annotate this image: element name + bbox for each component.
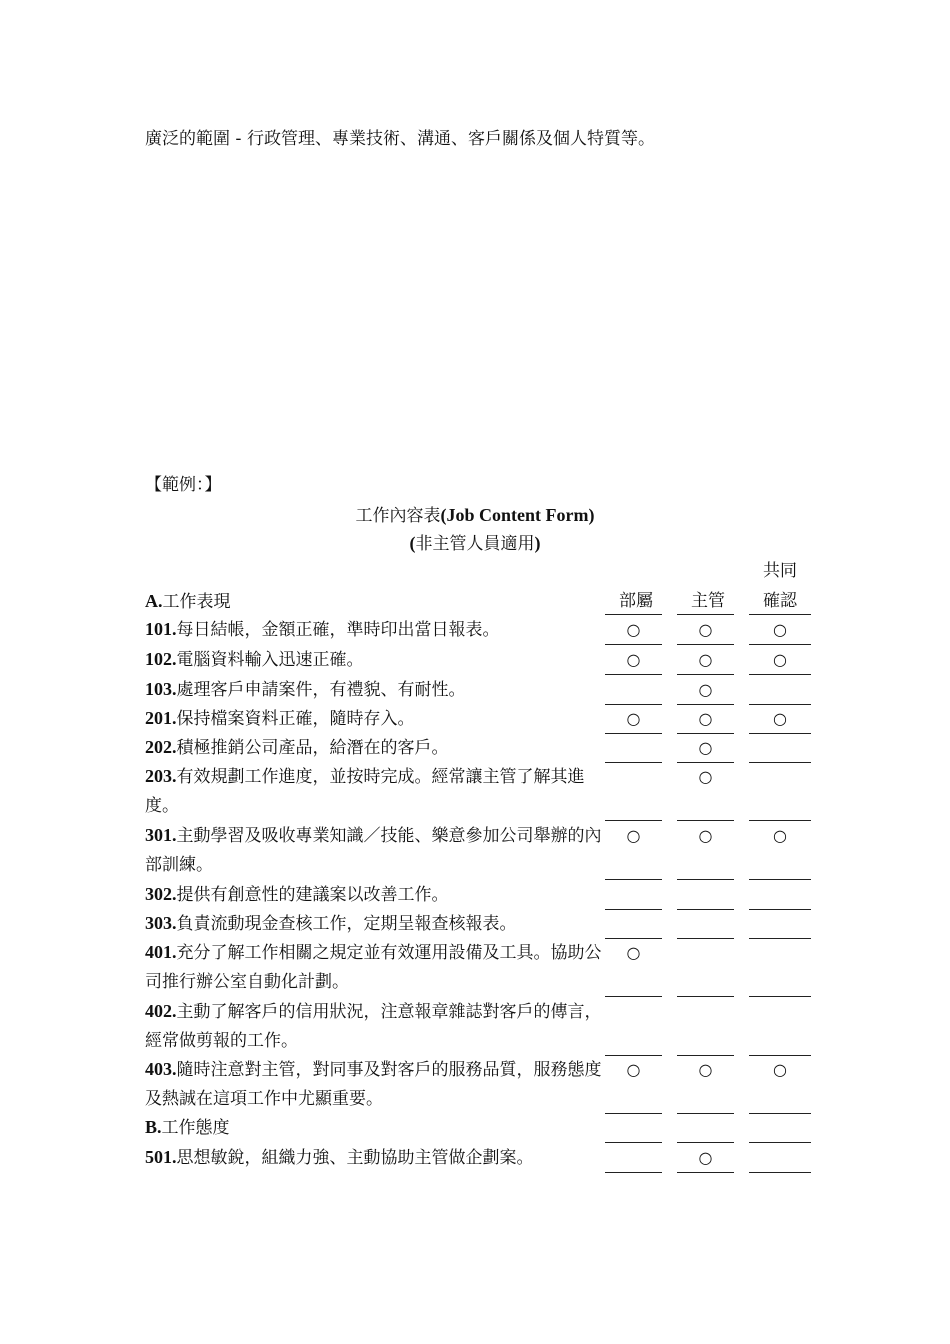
mark-circle: ○ — [773, 826, 787, 845]
table-row — [145, 938, 815, 996]
row-label — [145, 704, 603, 734]
row-code: 402. — [145, 1001, 177, 1021]
row-code: 203. — [145, 766, 177, 786]
column-supervisor: 主管 — [691, 591, 725, 611]
row-text: 積極推銷公司產品，給潛在的客戶。 — [176, 738, 449, 758]
form-title-en: (Job Content Form) — [440, 505, 595, 525]
mark-circle: ○ — [626, 943, 641, 962]
row-code: 302. — [145, 884, 177, 904]
row-text: 思想敏銳，組織力強、主動協助主管做企劃案。 — [176, 1148, 534, 1168]
subtitle-close-paren: ) — [534, 533, 541, 553]
table-row — [145, 909, 815, 938]
mark-circle: ○ — [626, 709, 641, 728]
mark-cell-joint — [749, 938, 811, 997]
row-code: 303. — [145, 913, 177, 933]
mark-circle: ○ — [698, 1060, 713, 1079]
mark-cell-joint — [749, 675, 811, 705]
mark-cell-joint — [749, 1055, 811, 1114]
table-row — [145, 880, 815, 909]
row-label — [145, 1143, 603, 1173]
mark-cell-joint — [749, 762, 811, 821]
mark-cell-supervisor — [677, 821, 734, 880]
mark-cell-supervisor — [677, 880, 734, 910]
mark-circle: ○ — [773, 650, 787, 669]
mark-cell-subordinate — [605, 821, 662, 880]
row-label — [145, 821, 603, 880]
table-row — [145, 762, 815, 820]
row-code: 102. — [145, 649, 177, 669]
row-code: 202. — [145, 737, 177, 757]
mark-cell-supervisor — [677, 645, 734, 675]
mark-circle: ○ — [626, 620, 641, 639]
mark-circle: ○ — [698, 738, 713, 757]
mark-cell-subordinate — [605, 997, 662, 1056]
row-code: 103. — [145, 679, 177, 699]
mark-cell-subordinate — [605, 762, 662, 821]
mark-circle: ○ — [773, 709, 787, 728]
intro-text: 廣泛的範圍 - 行政管理、專業技術、溝通、客戶關係及個人特質等。 — [145, 129, 655, 149]
row-text: 主動了解客戶的信用狀況，注意報章雜誌對客戶的傳言，經常做剪報的工作。 — [145, 1002, 602, 1051]
mark-circle: ○ — [626, 650, 641, 669]
row-text: 電腦資料輸入迅速正確。 — [176, 650, 364, 670]
form-subtitle — [0, 532, 950, 555]
row-label — [145, 909, 603, 939]
section-b-row — [145, 1113, 815, 1142]
section-b-label: 工作態度 — [161, 1118, 230, 1138]
row-code: 501. — [145, 1147, 177, 1167]
mark-cell-subordinate — [605, 704, 662, 734]
row-label — [145, 997, 603, 1056]
mark-circle: ○ — [698, 1148, 713, 1167]
mark-circle: ○ — [698, 680, 713, 699]
column-joint-line2: 確認 — [763, 591, 797, 611]
row-code: 201. — [145, 708, 177, 728]
row-text: 處理客戶申請案件，有禮貌、有耐性。 — [176, 680, 466, 700]
mark-cell-supervisor — [677, 704, 734, 734]
blank-cell-supervisor — [677, 1113, 734, 1143]
mark-circle: ○ — [698, 650, 713, 669]
mark-cell-supervisor — [677, 1055, 734, 1114]
row-code: 401. — [145, 942, 177, 962]
subtitle-text: 非主管人員適用 — [415, 534, 535, 554]
section-b-code: B. — [145, 1117, 162, 1137]
mark-cell-joint — [749, 733, 811, 763]
section-a-label: 工作表現 — [162, 592, 231, 612]
blank-cell-subordinate — [605, 1113, 662, 1143]
table-row — [145, 821, 815, 879]
mark-circle: ○ — [698, 709, 713, 728]
mark-cell-supervisor — [677, 1143, 734, 1173]
table-row — [145, 704, 815, 733]
mark-cell-joint — [749, 1143, 811, 1173]
mark-cell-joint — [749, 615, 811, 645]
row-text: 每日結帳，金額正確，準時印出當日報表。 — [176, 620, 500, 640]
mark-cell-supervisor — [677, 615, 734, 645]
mark-cell-subordinate — [605, 733, 662, 763]
row-text: 主動學習及吸收專業知識／技能、樂意參加公司舉辦的內部訓練。 — [145, 826, 602, 875]
row-code: 101. — [145, 619, 177, 639]
table-row — [145, 1055, 815, 1113]
row-code: 301. — [145, 825, 177, 845]
mark-cell-joint — [749, 997, 811, 1056]
mark-cell-supervisor — [677, 762, 734, 821]
mark-cell-supervisor — [677, 909, 734, 939]
column-subordinate: 部屬 — [619, 591, 653, 611]
mark-cell-subordinate — [605, 909, 662, 939]
mark-cell-joint — [749, 704, 811, 734]
table-row — [145, 645, 815, 674]
mark-cell-supervisor — [677, 675, 734, 705]
row-label — [145, 645, 603, 675]
mark-cell-joint — [749, 909, 811, 939]
column-joint-line1: 共同 — [763, 561, 797, 581]
mark-circle: ○ — [698, 620, 713, 639]
blank-cell-joint — [749, 1113, 811, 1143]
example-label: 【範例：】 — [145, 475, 222, 495]
mark-circle: ○ — [773, 1060, 787, 1079]
row-text: 負責流動現金查核工作，定期呈報查核報表。 — [176, 914, 517, 934]
row-text: 隨時注意對主管，對同事及對客戶的服務品質，服務態度及熱誠在這項工作中尤顯重要。 — [145, 1060, 602, 1109]
table-row — [145, 1143, 815, 1172]
row-text: 保持檔案資料正確，隨時存入。 — [176, 709, 415, 729]
row-text: 提供有創意性的建議案以改善工作。 — [176, 885, 449, 905]
row-label — [145, 615, 603, 645]
mark-cell-subordinate — [605, 645, 662, 675]
row-code: 403. — [145, 1059, 177, 1079]
table-row — [145, 675, 815, 704]
form-title-zh: 工作內容表 — [355, 506, 441, 526]
form-title — [0, 504, 950, 527]
mark-circle: ○ — [698, 767, 713, 786]
row-label — [145, 762, 603, 821]
section-a-heading — [145, 590, 231, 613]
table-row — [145, 615, 815, 644]
mark-cell-subordinate — [605, 675, 662, 705]
mark-cell-subordinate — [605, 880, 662, 910]
row-label — [145, 675, 603, 705]
mark-cell-joint — [749, 880, 811, 910]
mark-cell-supervisor — [677, 997, 734, 1056]
mark-circle: ○ — [698, 826, 713, 845]
mark-circle: ○ — [773, 620, 787, 639]
row-label — [145, 938, 603, 997]
mark-cell-supervisor — [677, 938, 734, 997]
row-label — [145, 880, 603, 910]
section-a-code: A. — [145, 591, 163, 611]
mark-circle: ○ — [626, 1060, 641, 1079]
row-label — [145, 733, 603, 763]
table-row — [145, 733, 815, 762]
mark-cell-subordinate — [605, 938, 662, 997]
table-row — [145, 997, 815, 1055]
row-text: 充分了解工作相關之規定並有效運用設備及工具。協助公司推行辦公室自動化計劃。 — [145, 943, 602, 992]
mark-cell-subordinate — [605, 1055, 662, 1114]
mark-cell-joint — [749, 821, 811, 880]
subtitle-open-paren: ( — [409, 533, 416, 553]
row-text: 有效規劃工作進度，並按時完成。經常讓主管了解其進度。 — [145, 767, 585, 816]
mark-cell-subordinate — [605, 615, 662, 645]
row-label — [145, 1055, 603, 1114]
mark-circle: ○ — [626, 826, 641, 845]
mark-cell-subordinate — [605, 1143, 662, 1173]
mark-cell-joint — [749, 645, 811, 675]
mark-cell-supervisor — [677, 733, 734, 763]
section-b-heading — [145, 1113, 603, 1143]
